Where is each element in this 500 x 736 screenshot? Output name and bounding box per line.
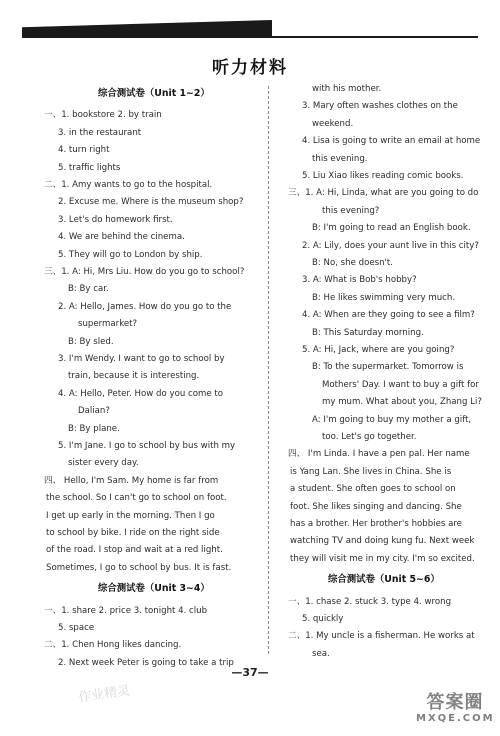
text-line: to school by bike. I ride on the right side [46, 528, 220, 538]
text-line: 5. traffic lights [58, 162, 121, 173]
text-line: 2. Excuse me. Where is the museum shop? [58, 197, 244, 208]
text-line: B: To the supermarket. Tomorrow is [312, 362, 464, 373]
page-title: 听力材料 [212, 58, 288, 78]
text-line: 4. turn right [58, 145, 110, 156]
text-line: Sometimes, I go to school by bus. It is fast. [46, 562, 232, 573]
text-line: 二、1. My uncle is a fisherman. He works at [288, 631, 475, 642]
text-line: 5. They will go to London by ship. [58, 249, 203, 260]
logo-domain-text: MXQE.COM [416, 713, 495, 724]
text-line: 四、 Hello, I'm Sam. My home is far from [44, 475, 219, 486]
text-line: with his mother. [312, 84, 382, 94]
text-line: a student. She often goes to school on [290, 484, 456, 495]
text-line: this evening? [322, 205, 380, 216]
text-line: 一、1. chase 2. stuck 3. type 4. wrong [288, 596, 452, 607]
section-heading: 综合测试卷（Unit 1~2） [98, 88, 210, 99]
text-line: B: No, she doesn't. [312, 258, 394, 268]
site-logo-watermark: 答案圈 MXQE.COM [416, 692, 495, 724]
stamp-watermark: 作业精灵 [77, 683, 132, 706]
text-line: 3. I'm Wendy. I want to go to school by [58, 354, 225, 364]
text-line: B: He likes swimming very much. [312, 292, 456, 303]
section-heading: 综合测试卷（Unit 5~6） [328, 574, 440, 586]
text-line: 二、1. Chen Hong likes dancing. [44, 640, 182, 651]
text-line: the school. So I can't go to school on foot. [46, 493, 227, 504]
text-line: 4. A: Hello, Peter. How do you come to [58, 388, 224, 399]
column-divider [268, 86, 269, 654]
text-line: 4. A: When are they going to see a film? [302, 310, 475, 321]
page-number: —37— [231, 666, 269, 679]
text-line: Mothers' Day. I want to buy a gift for [322, 379, 479, 390]
text-line: they will visit me in my city. I'm so excited. [290, 553, 475, 564]
text-line: watching TV and doing kung fu. Next week [290, 536, 475, 547]
text-line: supermarket? [78, 319, 138, 330]
text-line: Dalian? [78, 406, 110, 417]
text-line: this evening. [312, 153, 368, 164]
text-line: has a brother. Her brother's hobbies are [290, 519, 462, 529]
text-line: A: I'm going to buy my mother a gift, [312, 414, 472, 425]
text-line: B: By sled. [68, 336, 114, 347]
section-heading: 综合测试卷（Unit 3~4） [98, 583, 210, 595]
text-line: 5. I'm Jane. I go to school by bus with my [58, 441, 236, 451]
text-line: B: By car. [68, 284, 109, 295]
text-line: 5. quickly [302, 614, 344, 624]
text-line: 四、 I'm Linda. I have a pen pal. Her name [288, 449, 470, 460]
text-line: my mum. What about you, Zhang Li? [322, 397, 482, 408]
text-line: too. Let's go together. [322, 432, 417, 442]
text-line: 一、1. bookstore 2. by train [44, 110, 162, 121]
text-line: is Yang Lan. She lives in China. She is [290, 466, 452, 477]
text-line: 5. Liu Xiao likes reading comic books. [302, 171, 464, 181]
text-line: B: This Saturday morning. [312, 327, 424, 338]
text-line: I get up early in the morning. Then I go [46, 510, 215, 521]
text-line: train, because it is interesting. [68, 371, 200, 382]
text-line: foot. She likes singing and dancing. She [290, 501, 462, 512]
text-line: 一、1. share 2. price 3. tonight 4. club [44, 605, 208, 616]
text-line: 3. in the restaurant [58, 127, 142, 138]
text-line: 5. A: Hi, Jack, where are you going? [302, 345, 455, 355]
text-line: B: By plane. [68, 423, 120, 434]
text-line: 二、1. Amy wants to go to the hospital. [44, 180, 213, 190]
text-line: of the road. I stop and wait at a red light. [46, 545, 223, 556]
text-line: sea. [312, 648, 330, 659]
text-line: 3. Let's do homework first. [58, 214, 173, 225]
header-rule [22, 36, 478, 38]
text-line: 2. A: Hello, James. How do you go to the [58, 301, 232, 312]
text-line: 三、1. A: Hi, Linda, what are you going to do [288, 188, 479, 199]
text-line: 三、1. A: Hi, Mrs Liu. How do you go to school? [44, 267, 245, 277]
text-line: sister every day. [68, 458, 139, 469]
text-line: 4. Lisa is going to write an email at home [302, 136, 481, 147]
text-line: 2. Next week Peter is going to take a trip [58, 657, 234, 668]
text-line: 4. We are behind the cinema. [58, 232, 185, 243]
text-line: B: I'm going to read an English book. [312, 223, 471, 234]
text-line: 3. Mary often washes clothes on the [302, 101, 458, 112]
text-line: 5. space [58, 623, 95, 633]
text-line: 2. A: Lily, does your aunt live in this city? [302, 240, 479, 251]
text-line: weekend. [312, 118, 354, 129]
text-line: 3. A: What is Bob's hobby? [302, 275, 417, 286]
